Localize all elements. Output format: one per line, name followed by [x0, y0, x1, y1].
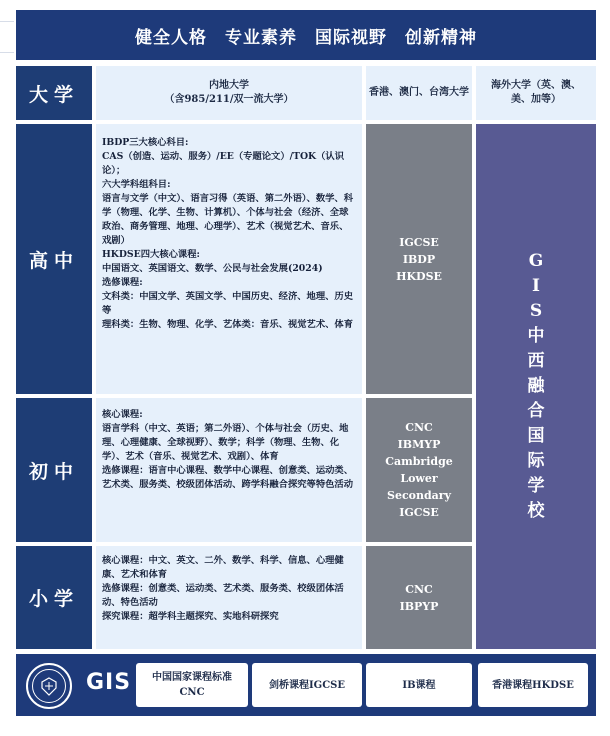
high-line-8: 文科类：中国文学、英国文学、中国历史、经济、地理、历史等: [102, 291, 354, 316]
mainland-title: 内地大学: [209, 80, 249, 91]
primary-line-1: 核心课程：中文、英文、二外、数学、科学、信息、心理健康、艺术和体育: [102, 555, 344, 580]
high-curriculum-3: HKDSE: [396, 269, 442, 283]
top-rule-left-2: [0, 52, 14, 53]
primary-line-2: 选修课程：创意类、运动类、艺术类、服务类、校级团体活动、特色活动: [102, 583, 344, 608]
high-line-9: 理科类：生物、物理、化学、艺体类：音乐、视觉艺术、体育: [102, 319, 354, 330]
high-line-4: 语言与文学（中文）、语言习得（英语、第二外语）、数学、科学（物理、化学、生物、计算机）、个体与社会（经济、全球政治、商务管理、地理、心理学）、艺术（视觉艺术、音乐、戏剧）: [102, 193, 354, 246]
primary-school-curricula: [366, 546, 472, 649]
seal-inner-ring: [32, 669, 66, 703]
vertical-char-4: 中: [527, 326, 545, 346]
high-line-6: 中国语文、英国语文、数学、公民与社会发展(2024): [102, 263, 323, 274]
cnc-button-line2: CNC: [179, 687, 205, 698]
university-level-label: 大学: [16, 66, 92, 120]
vertical-char-6: 融: [527, 376, 545, 396]
top-rule-left: [0, 21, 14, 22]
mainland-subtitle: （含985/211/双一流大学）: [164, 94, 294, 105]
slogan-banner: [16, 10, 596, 60]
vertical-char-10: 学: [527, 476, 545, 496]
cnc-curriculum-button[interactable]: [136, 663, 248, 707]
overseas-university-header: 海外大学（英、澳、美、加等）: [476, 66, 596, 120]
vertical-char-9: 际: [527, 451, 545, 471]
vertical-char-8: 国: [527, 426, 545, 446]
mainland-university-header: [96, 66, 362, 120]
middle-curriculum-3: Cambridge Lower: [385, 455, 453, 485]
primary-school-label: 小学: [16, 546, 92, 649]
primary-curriculum-1: CNC: [405, 582, 433, 596]
gis-logo-text: GIS: [86, 670, 132, 695]
high-school-label: 高中: [16, 124, 92, 394]
high-line-7: 选修课程:: [102, 277, 143, 288]
middle-line-3: 选修课程：语言中心课程、数学中心课程、创意类、运动类、艺术类、服务类、校级团体活动、跨学科融合探究等特色活动: [102, 465, 354, 490]
middle-curriculum-2: IBMYP: [397, 438, 441, 451]
vertical-char-11: 校: [527, 501, 545, 521]
high-curriculum-1: IGCSE: [399, 235, 439, 249]
vertical-char-7: 合: [527, 401, 545, 421]
middle-line-1: 核心课程:: [102, 409, 143, 420]
middle-line-2: 语言学科（中文、英语；第二外语）、个体与社会（历史、地理、心理健康、全球视野）、数学；科学（物理、生物、化学）、艺术（音乐、视觉艺术、戏剧）、体育: [102, 423, 349, 462]
high-line-5: HKDSE四大核心课程:: [102, 249, 200, 260]
high-line-2: CAS（创造、运动、服务）/EE（专题论文）/TOK（认识论）；: [102, 151, 345, 176]
vertical-char-1: G: [528, 251, 544, 271]
high-line-3: 六大学科组科目:: [102, 179, 171, 190]
vertical-char-5: 西: [527, 351, 545, 371]
middle-curriculum-1: CNC: [405, 421, 433, 434]
school-seal-icon: [26, 663, 72, 709]
hkmt-university-header: 香港、澳门、台湾大学: [366, 66, 472, 120]
ib-curriculum-button[interactable]: IB课程: [366, 663, 472, 707]
middle-school-curricula: [366, 398, 472, 542]
high-curriculum-2: IBDP: [402, 252, 436, 266]
footer-bar: [16, 654, 596, 716]
middle-school-content: [96, 398, 362, 542]
high-line-1: IBDP三大核心科目:: [102, 137, 189, 148]
primary-curriculum-2: IBPYP: [399, 599, 439, 613]
slogan-2: 专业素养: [225, 27, 297, 48]
high-school-content: [96, 124, 362, 394]
middle-curriculum-4: Secondary IGCSE: [387, 489, 451, 519]
vertical-char-2: I: [532, 276, 540, 296]
hkdse-curriculum-button[interactable]: 香港课程HKDSE: [478, 663, 588, 707]
igcse-curriculum-button[interactable]: 剑桥课程IGCSE: [252, 663, 362, 707]
cnc-button-line1: 中国国家课程标准: [152, 672, 232, 683]
slogan-1: 健全人格: [135, 27, 207, 48]
seal-emblem-icon: [39, 676, 59, 696]
middle-school-label: 初中: [16, 398, 92, 542]
vertical-char-3: S: [529, 301, 543, 321]
primary-school-content: [96, 546, 362, 649]
slogan-4: 创新精神: [405, 27, 477, 48]
high-school-curricula: [366, 124, 472, 394]
slogan-3: 国际视野: [315, 27, 387, 48]
gis-vertical-banner: [476, 124, 596, 649]
primary-line-3: 探究课程：超学科主题探究、实地科研探究: [102, 611, 279, 622]
